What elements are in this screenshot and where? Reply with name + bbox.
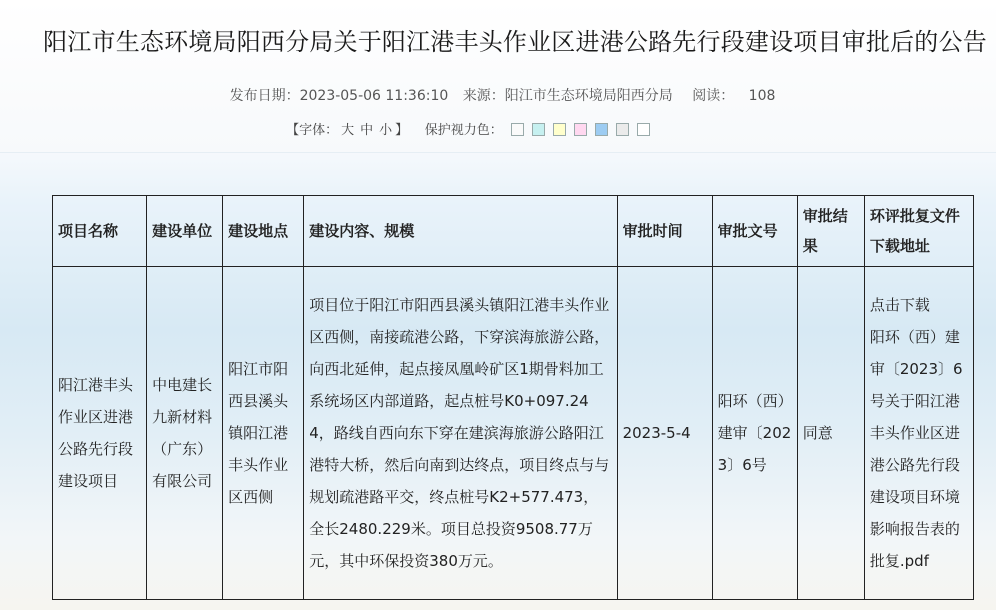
download-link[interactable] (870, 296, 963, 570)
font-size-close: 】 (395, 123, 409, 138)
cell-location: 阳江市阳西县溪头镇阳江港丰头作业区西侧 (223, 267, 304, 600)
read-count-value: 108 (748, 88, 776, 104)
table-row (53, 267, 974, 600)
table-header-row (53, 196, 974, 267)
page-title: 阳江市生态环境局阳西分局关于阳江港丰头作业区进港公路先行段建设项目审批后的公告 (43, 28, 987, 56)
eye-color-swatch-4[interactable] (574, 123, 587, 136)
eye-color-swatch-2[interactable] (532, 123, 545, 136)
header-download: 环评批复文件下载地址 (864, 196, 973, 267)
header-content: 建设内容、规模 (304, 196, 617, 267)
eye-color-swatch-7[interactable] (637, 123, 650, 136)
article-meta (0, 85, 996, 105)
eye-color-swatch-5[interactable] (595, 123, 608, 136)
cell-approval-date: 2023-5-4 (617, 267, 712, 600)
publish-date: 发布日期：2023-05-06 11:36:10 (229, 88, 449, 104)
font-size-large-button[interactable]: 大 (341, 123, 355, 138)
header-result: 审批结果 (797, 196, 864, 267)
download-filename: 阳环（西）建审〔2023〕6号关于阳江港丰头作业区进港公路先行段建设项目环境影响报告表的批复.pdf (869, 328, 963, 570)
cell-result: 同意 (797, 267, 864, 600)
eye-color-swatch-1[interactable] (511, 123, 524, 136)
header-builder: 建设单位 (147, 196, 223, 267)
header-doc-number: 审批文号 (712, 196, 797, 267)
font-size-medium-button[interactable]: 中 (360, 123, 374, 138)
reading-tools (0, 119, 940, 138)
approval-table (52, 195, 974, 600)
read-count-label: 阅读： (692, 88, 735, 104)
cell-download (864, 267, 973, 600)
eye-color-swatches (507, 123, 654, 138)
header-location: 建设地点 (223, 196, 304, 267)
font-size-label: 【字体： (286, 123, 339, 138)
header-approval-date: 审批时间 (617, 196, 712, 267)
cell-doc-number: 阳环（西）建审〔2023〕6号 (712, 267, 797, 600)
font-size-small-button[interactable]: 小 (379, 123, 393, 138)
eye-color-swatch-6[interactable] (616, 123, 629, 136)
eye-color-swatch-3[interactable] (553, 123, 566, 136)
cell-builder: 中电建长九新材料（广东）有限公司 (147, 267, 223, 600)
read-count (687, 88, 780, 104)
source-label: 来源：阳江市生态环境局阳西分局 (462, 88, 673, 104)
download-prefix: 点击下载 (869, 296, 930, 314)
cell-content: 项目位于阳江市阳西县溪头镇阳江港丰头作业区西侧，南接疏港公路，下穿滨海旅游公路，向西北延伸，起点接凤凰岭矿区1期骨料加工系统场区内部道路，起点桩号K0+097.244，路线自西向东下穿在建滨海旅游公路阳江港特大桥，然后向南到达终点，项目终点与与规划疏港路平交，终点桩号K2+577.473，全长2480.229米。项目总投资9508.77万元，其中环保投资380万元。 (304, 267, 617, 600)
eye-color-label: 保护视力色： (424, 123, 503, 138)
header-project-name: 项目名称 (53, 196, 147, 267)
cell-project-name: 阳江港丰头作业区进港公路先行段建设项目 (53, 267, 147, 600)
